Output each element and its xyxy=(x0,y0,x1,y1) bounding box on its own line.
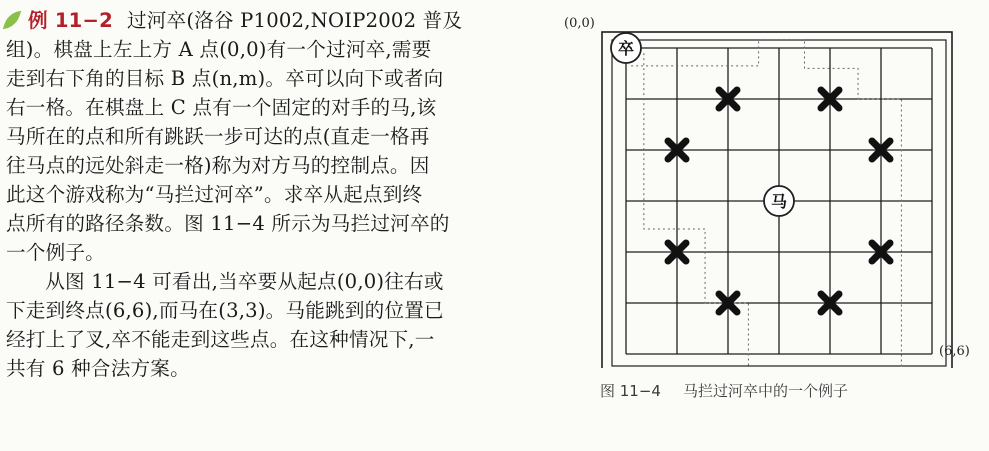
chessboard-diagram xyxy=(556,8,986,368)
text-line: 此这个游戏称为“马拦过河卒”。求卒从起点到终 xyxy=(6,183,423,206)
example-title: 例 11−2 xyxy=(28,9,113,32)
text-line: 走到右下角的目标 B 点(n,m)。卒可以向下或者向 xyxy=(6,67,444,90)
text-line: 马所在的点和所有跳跃一步可达的点(直走一格再 xyxy=(6,125,430,148)
line-1 xyxy=(6,6,536,35)
figure-caption xyxy=(600,380,848,401)
text-line: 一个例子。 xyxy=(6,241,105,264)
text-line: 点所有的路径条数。图 11−4 所示为马拦过河卒的 xyxy=(6,212,450,235)
text-line: 从图 11−4 可看出,当卒要从起点(0,0)往右或 xyxy=(45,270,444,293)
text-line: 组)。棋盘上左上方 A 点(0,0)有一个过河卒,需要 xyxy=(6,38,432,61)
text-line: 过河卒(洛谷 P1002,NOIP2002 普及 xyxy=(126,9,463,32)
pawn-label: 卒 xyxy=(617,39,635,58)
horse-label: 马 xyxy=(770,192,788,211)
text-line: 往马点的远处斜走一格)称为对方马的控制点。因 xyxy=(6,154,430,177)
figure-11-4 xyxy=(556,8,986,408)
analysis-paragraph xyxy=(6,267,536,383)
text-line: 下走到终点(6,6),而马在(3,3)。马能跳到的位置已 xyxy=(6,299,444,322)
caption-number: 图 11−4 xyxy=(600,382,661,400)
problem-text xyxy=(6,6,536,383)
caption-text: 马拦过河卒中的一个例子 xyxy=(682,382,848,400)
leaf-icon xyxy=(3,11,22,29)
origin-label: (0,0) xyxy=(564,16,595,31)
end-label: (6,6) xyxy=(939,344,970,359)
text-line: 共有 6 种合法方案。 xyxy=(6,357,190,380)
text-line: 右一格。在棋盘上 C 点有一个固定的对手的马,该 xyxy=(6,96,437,119)
text-line: 经打上了叉,卒不能走到这些点。在这种情况下,一 xyxy=(6,328,435,351)
problem-description xyxy=(6,6,536,267)
